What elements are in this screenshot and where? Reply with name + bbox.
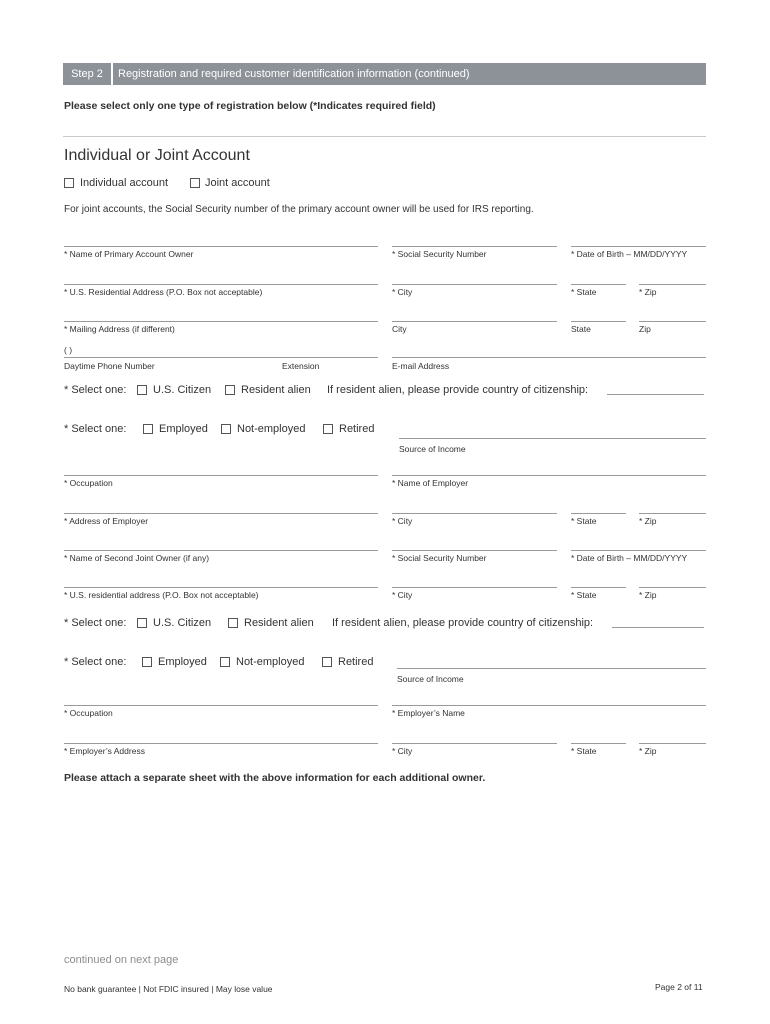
second-retired-checkbox[interactable] bbox=[322, 657, 332, 667]
second-employer-state-line bbox=[571, 743, 626, 744]
mailing-state-label: State bbox=[571, 324, 591, 334]
second-income-label: Source of Income bbox=[397, 674, 464, 684]
mailing-city-label: City bbox=[392, 324, 407, 334]
primary-occupation-label: * Occupation bbox=[64, 478, 113, 488]
individual-account-checkbox[interactable] bbox=[64, 178, 74, 188]
primary-not-employed-label: Not-employed bbox=[237, 423, 306, 435]
primary-address-line bbox=[64, 284, 378, 285]
section-divider bbox=[63, 136, 706, 137]
primary-retired-label: Retired bbox=[339, 423, 375, 435]
primary-employer-address-label: * Address of Employer bbox=[64, 516, 149, 526]
primary-citizenship-select-label: * Select one: bbox=[64, 384, 127, 396]
second-not-employed-checkbox[interactable] bbox=[220, 657, 230, 667]
second-employer-label: * Employer’s Name bbox=[392, 708, 465, 718]
second-resident-alien-checkbox[interactable] bbox=[228, 618, 238, 628]
mailing-address-line bbox=[64, 321, 378, 322]
instruction-text: Please select only one type of registration below (*Indicates required field) bbox=[64, 100, 436, 112]
second-employed-checkbox[interactable] bbox=[142, 657, 152, 667]
primary-alien-country-prompt: If resident alien, please provide country of citizenship: bbox=[327, 384, 589, 396]
second-state-line bbox=[571, 587, 626, 588]
primary-country-line bbox=[607, 394, 704, 395]
second-income-line bbox=[397, 668, 706, 669]
second-ssn-line bbox=[392, 550, 557, 551]
second-occupation-label: * Occupation bbox=[64, 708, 113, 718]
second-employer-zip-label: * Zip bbox=[639, 746, 657, 756]
second-employer-zip-line bbox=[639, 743, 706, 744]
primary-us-citizen-checkbox[interactable] bbox=[137, 385, 147, 395]
second-state-label: * State bbox=[571, 590, 597, 600]
primary-employer-zip-line bbox=[639, 513, 706, 514]
phone-line bbox=[64, 357, 378, 358]
primary-income-line bbox=[399, 438, 706, 439]
footer-disclaimer: No bank guarantee | Not FDIC insured | May lose value bbox=[64, 984, 273, 994]
email-label: E-mail Address bbox=[392, 361, 450, 371]
second-zip-line bbox=[639, 587, 706, 588]
mailing-address-label: * Mailing Address (if different) bbox=[64, 324, 175, 334]
primary-zip-label: * Zip bbox=[639, 287, 657, 297]
second-employed-label: Employed bbox=[158, 656, 207, 668]
second-country-line bbox=[612, 627, 704, 628]
second-employer-address-label: * Employer’s Address bbox=[64, 746, 145, 756]
primary-dob-label: * Date of Birth – MM/DD/YYYY bbox=[571, 249, 688, 259]
mailing-zip-label: Zip bbox=[639, 324, 651, 334]
primary-income-label: Source of Income bbox=[399, 444, 466, 454]
primary-not-employed-checkbox[interactable] bbox=[221, 424, 231, 434]
second-zip-label: * Zip bbox=[639, 590, 657, 600]
primary-employer-line bbox=[392, 475, 706, 476]
primary-zip-line bbox=[639, 284, 706, 285]
primary-employment-select-label: * Select one: bbox=[64, 423, 127, 435]
step-header-bar bbox=[63, 63, 706, 85]
primary-state-label: * State bbox=[571, 287, 597, 297]
second-resident-alien-label: Resident alien bbox=[244, 617, 314, 629]
joint-account-label: Joint account bbox=[205, 177, 270, 189]
second-us-citizen-checkbox[interactable] bbox=[137, 618, 147, 628]
second-retired-label: Retired bbox=[338, 656, 374, 668]
primary-name-line bbox=[64, 246, 378, 247]
primary-employer-label: * Name of Employer bbox=[392, 478, 469, 488]
second-employer-state-label: * State bbox=[571, 746, 597, 756]
second-address-line bbox=[64, 587, 378, 588]
mailing-city-line bbox=[392, 321, 557, 322]
primary-employer-city-label: * City bbox=[392, 516, 413, 526]
second-employment-select-label: * Select one: bbox=[64, 656, 127, 668]
primary-employer-address-line bbox=[64, 513, 378, 514]
second-employer-line bbox=[392, 705, 706, 706]
second-dob-label: * Date of Birth – MM/DD/YYYY bbox=[571, 553, 688, 563]
phone-area-code: ( ) bbox=[64, 345, 73, 355]
ssn-note: For joint accounts, the Social Security number of the primary account owner will be used for IRS reporting. bbox=[64, 204, 534, 215]
primary-employed-checkbox[interactable] bbox=[143, 424, 153, 434]
section-title: Individual or Joint Account bbox=[64, 147, 250, 164]
second-employer-city-label: * City bbox=[392, 746, 413, 756]
second-alien-country-prompt: If resident alien, please provide country of citizenship: bbox=[332, 617, 594, 629]
primary-occupation-line bbox=[64, 475, 378, 476]
second-name-line bbox=[64, 550, 378, 551]
primary-state-line bbox=[571, 284, 626, 285]
primary-employer-state-label: * State bbox=[571, 516, 597, 526]
primary-employer-zip-label: * Zip bbox=[639, 516, 657, 526]
primary-employer-city-line bbox=[392, 513, 557, 514]
primary-retired-checkbox[interactable] bbox=[323, 424, 333, 434]
primary-dob-line bbox=[571, 246, 706, 247]
primary-resident-alien-label: Resident alien bbox=[241, 384, 311, 396]
second-name-label: * Name of Second Joint Owner (if any) bbox=[64, 553, 210, 563]
primary-resident-alien-checkbox[interactable] bbox=[225, 385, 235, 395]
primary-ssn-line bbox=[392, 246, 557, 247]
step-title: Registration and required customer identification information (continued) bbox=[118, 68, 470, 80]
primary-employed-label: Employed bbox=[159, 423, 208, 435]
second-employer-city-line bbox=[392, 743, 557, 744]
primary-ssn-label: * Social Security Number bbox=[392, 249, 487, 259]
mailing-state-line bbox=[571, 321, 626, 322]
primary-address-label: * U.S. Residential Address (P.O. Box not acceptable) bbox=[64, 287, 263, 297]
primary-employer-state-line bbox=[571, 513, 626, 514]
joint-account-checkbox[interactable] bbox=[190, 178, 200, 188]
second-citizenship-select-label: * Select one: bbox=[64, 617, 127, 629]
continued-note: continued on next page bbox=[64, 954, 179, 966]
second-city-line bbox=[392, 587, 557, 588]
primary-name-label: * Name of Primary Account Owner bbox=[64, 249, 194, 259]
step-divider bbox=[111, 63, 113, 85]
primary-city-label: * City bbox=[392, 287, 413, 297]
page-number: Page 2 of 11 bbox=[655, 982, 703, 992]
extension-label: Extension bbox=[282, 361, 320, 371]
mailing-zip-line bbox=[639, 321, 706, 322]
second-dob-line bbox=[571, 550, 706, 551]
second-city-label: * City bbox=[392, 590, 413, 600]
attach-note: Please attach a separate sheet with the above information for each additional owner. bbox=[64, 772, 486, 784]
second-us-citizen-label: U.S. Citizen bbox=[153, 617, 212, 629]
second-address-label: * U.S. residential address (P.O. Box not acceptable) bbox=[64, 590, 259, 600]
step-number: Step 2 bbox=[71, 68, 103, 80]
second-not-employed-label: Not-employed bbox=[236, 656, 305, 668]
phone-label: Daytime Phone Number bbox=[64, 361, 155, 371]
primary-us-citizen-label: U.S. Citizen bbox=[153, 384, 212, 396]
individual-account-label: Individual account bbox=[80, 177, 169, 189]
primary-city-line bbox=[392, 284, 557, 285]
second-employer-address-line bbox=[64, 743, 378, 744]
second-ssn-label: * Social Security Number bbox=[392, 553, 487, 563]
email-line bbox=[392, 357, 706, 358]
second-occupation-line bbox=[64, 705, 378, 706]
